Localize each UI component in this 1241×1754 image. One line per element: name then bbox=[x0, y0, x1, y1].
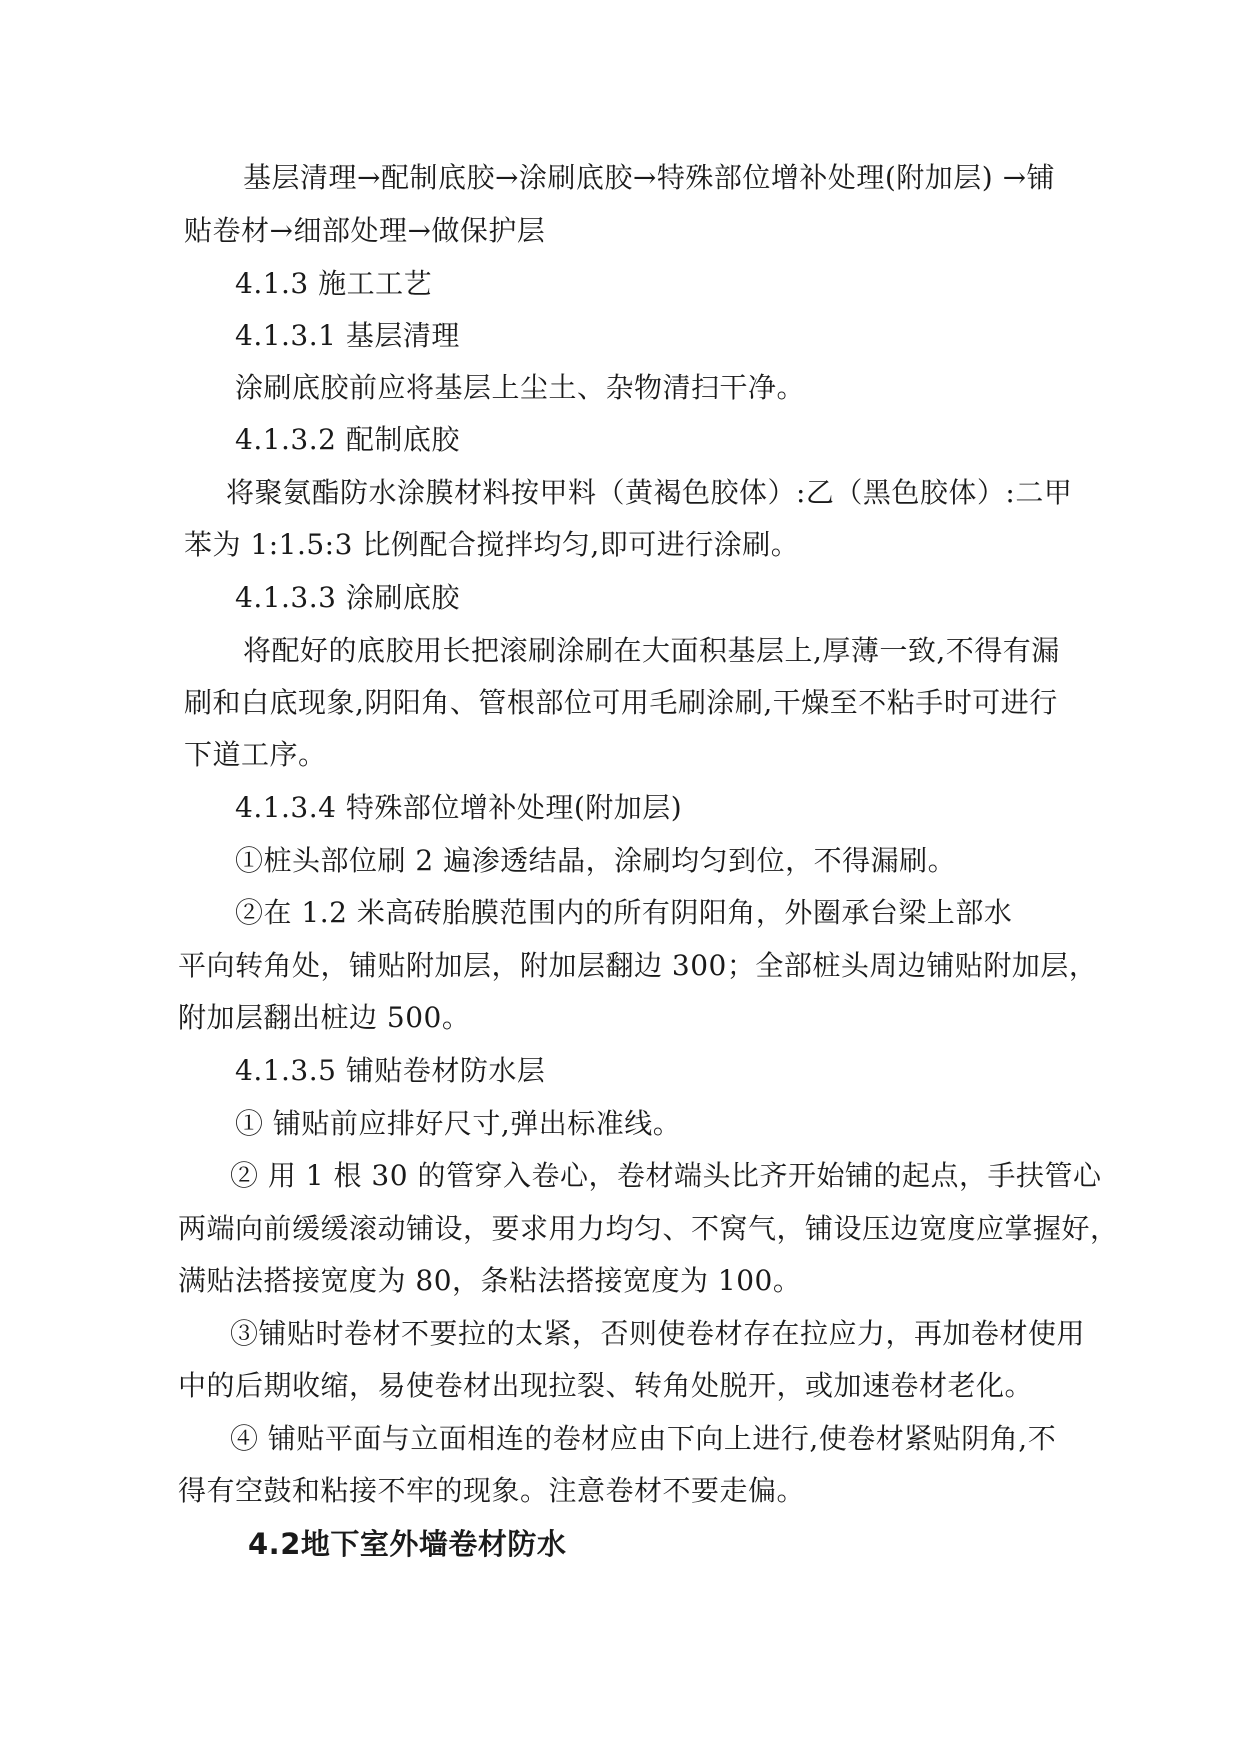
list-item-vertical-line-2: 得有空鼓和粘接不牢的现象。注意卷材不要走偏。 bbox=[178, 1474, 806, 1507]
paragraph-primer-mix-line-1: 将聚氨酯防水涂膜材料按甲料（黄褐色胶体）:乙（黑色胶体）:二甲 bbox=[226, 476, 1073, 509]
paragraph-primer-apply-line-2: 刷和白底现象,阴阳角、管根部位可用毛刷涂刷,干燥至不粘手时可进行 bbox=[184, 686, 1058, 719]
section-heading-4-1-3: 4.1.3 施工工艺 bbox=[235, 267, 433, 300]
section-heading-4-1-3-1: 4.1.3.1 基层清理 bbox=[235, 319, 460, 352]
list-item-roll-laying-line-1: ② 用 1 根 30 的管穿入卷心，卷材端头比齐开始铺的起点，手扶管心 bbox=[230, 1159, 1102, 1192]
paragraph-base-cleaning: 涂刷底胶前应将基层上尘土、杂物清扫干净。 bbox=[235, 371, 806, 404]
paragraph-primer-apply-line-1: 将配好的底胶用长把滚刷涂刷在大面积基层上,厚薄一致,不得有漏 bbox=[243, 634, 1060, 667]
list-item-tension-line-2: 中的后期收缩，易使卷材出现拉裂、转角处脱开，或加速卷材老化。 bbox=[178, 1369, 1034, 1402]
list-item-corners-line-3: 附加层翻出桩边 500。 bbox=[178, 1001, 471, 1034]
paragraph-primer-apply-line-3: 下道工序。 bbox=[184, 738, 327, 771]
list-item-vertical-line-1: ④ 铺贴平面与立面相连的卷材应由下向上进行,使卷材紧贴阴角,不 bbox=[230, 1422, 1057, 1455]
section-heading-4-2: 4.2地下室外墙卷材防水 bbox=[248, 1527, 567, 1561]
list-item-layout-lines: ① 铺贴前应排好尺寸,弹出标准线。 bbox=[235, 1107, 682, 1140]
process-flow-line-2: 贴卷材→细部处理→做保护层 bbox=[184, 214, 546, 247]
list-item-corners-line-1: ②在 1.2 米高砖胎膜范围内的所有阴阳角，外圈承台梁上部水 bbox=[235, 896, 1013, 929]
list-item-corners-line-2: 平向转角处，铺贴附加层，附加层翻边 300；全部桩头周边铺贴附加层， bbox=[178, 949, 1098, 982]
section-heading-4-1-3-3: 4.1.3.3 涂刷底胶 bbox=[235, 581, 460, 614]
section-heading-4-1-3-4: 4.1.3.4 特殊部位增补处理(附加层) bbox=[235, 791, 683, 824]
paragraph-primer-mix-line-2: 苯为 1:1.5:3 比例配合搅拌均匀,即可进行涂刷。 bbox=[184, 528, 800, 561]
list-item-roll-laying-line-3: 满贴法搭接宽度为 80，条粘法搭接宽度为 100。 bbox=[178, 1264, 802, 1297]
list-item-roll-laying-line-2: 两端向前缓缓滚动铺设，要求用力均匀、不窝气，铺设压边宽度应掌握好， bbox=[178, 1212, 1119, 1245]
section-heading-4-1-3-2: 4.1.3.2 配制底胶 bbox=[235, 423, 460, 456]
process-flow-line-1: 基层清理→配制底胶→涂刷底胶→特殊部位增补处理(附加层) →铺 bbox=[243, 161, 1056, 194]
list-item-pile-head: ①桩头部位刷 2 遍渗透结晶，涂刷均匀到位，不得漏刷。 bbox=[235, 844, 957, 877]
section-heading-4-1-3-5: 4.1.3.5 铺贴卷材防水层 bbox=[235, 1054, 546, 1087]
list-item-tension-line-1: ③铺贴时卷材不要拉的太紧，否则使卷材存在拉应力，再加卷材使用 bbox=[230, 1317, 1086, 1350]
